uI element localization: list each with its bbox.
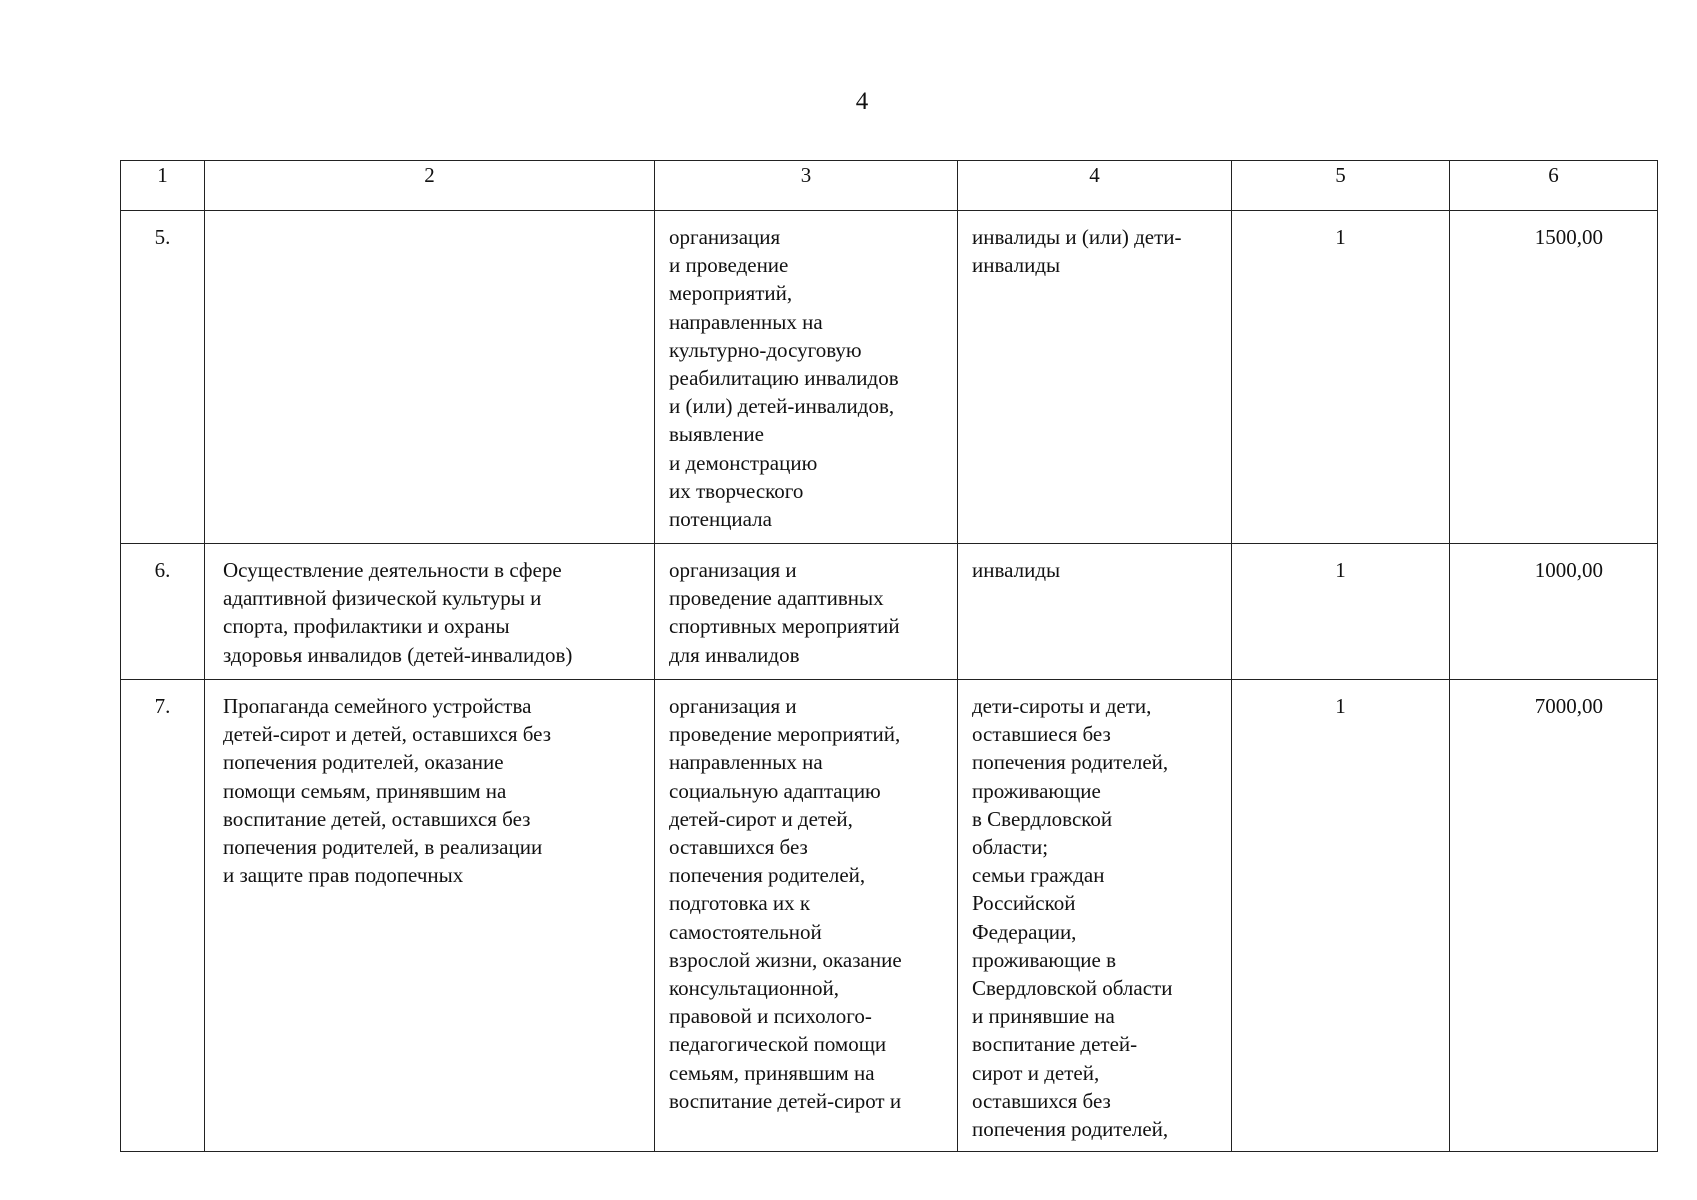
activity-cell [205, 211, 655, 544]
header-cell-1: 1 [121, 161, 205, 211]
amount-cell: 1000,00 [1450, 544, 1658, 680]
header-cell-4: 4 [958, 161, 1232, 211]
row-number: 5. [121, 211, 205, 544]
header-cell-6: 6 [1450, 161, 1658, 211]
activity-cell: Осуществление деятельности в сфере адаптивной физической культуры и спорта, профилактики и охраны здоровья инвалидов (детей-инвалидов) [205, 544, 655, 680]
row-number: 7. [121, 680, 205, 1152]
row-number: 6. [121, 544, 205, 680]
table-row [121, 544, 1658, 680]
count-cell: 1 [1232, 544, 1450, 680]
activity-cell: Пропаганда семейного устройства детей-сирот и детей, оставшихся без попечения родителей, оказание помощи семьям, принявшим на воспитание детей, оставшихся без попечения родителей, в реализации и защите прав подопечных [205, 680, 655, 1152]
table-row [121, 211, 1658, 544]
table-header-row [121, 161, 1658, 211]
header-cell-5: 5 [1232, 161, 1450, 211]
amount-cell: 1500,00 [1450, 211, 1658, 544]
table-row [121, 680, 1658, 1152]
data-table [120, 160, 1658, 1152]
measures-cell: организация и проведение адаптивных спортивных мероприятий для инвалидов [655, 544, 958, 680]
header-cell-3: 3 [655, 161, 958, 211]
amount-cell: 7000,00 [1450, 680, 1658, 1152]
recipients-cell: инвалиды и (или) дети- инвалиды [958, 211, 1232, 544]
recipients-cell: дети-сироты и дети, оставшиеся без попечения родителей, проживающие в Свердловской области; семьи граждан Российской Федерации, проживающие в Свердловской области и принявшие на воспитание детей- сирот и детей, оставшихся без попечения родителей, [958, 680, 1232, 1152]
recipients-cell: инвалиды [958, 544, 1232, 680]
count-cell: 1 [1232, 211, 1450, 544]
count-cell: 1 [1232, 680, 1450, 1152]
header-cell-2: 2 [205, 161, 655, 211]
measures-cell: организация и проведение мероприятий, направленных на социальную адаптацию детей-сирот и детей, оставшихся без попечения родителей, подготовка их к самостоятельной взрослой жизни, оказание консультационной, правовой и психолого- педагогической помощи семьям, принявшим на воспитание детей-сирот и [655, 680, 958, 1152]
page-number: 4 [855, 88, 869, 115]
measures-cell: организация и проведение мероприятий, направленных на культурно-досуговую реабилитацию инвалидов и (или) детей-инвалидов, выявление и демонстрацию их творческого потенциала [655, 211, 958, 544]
